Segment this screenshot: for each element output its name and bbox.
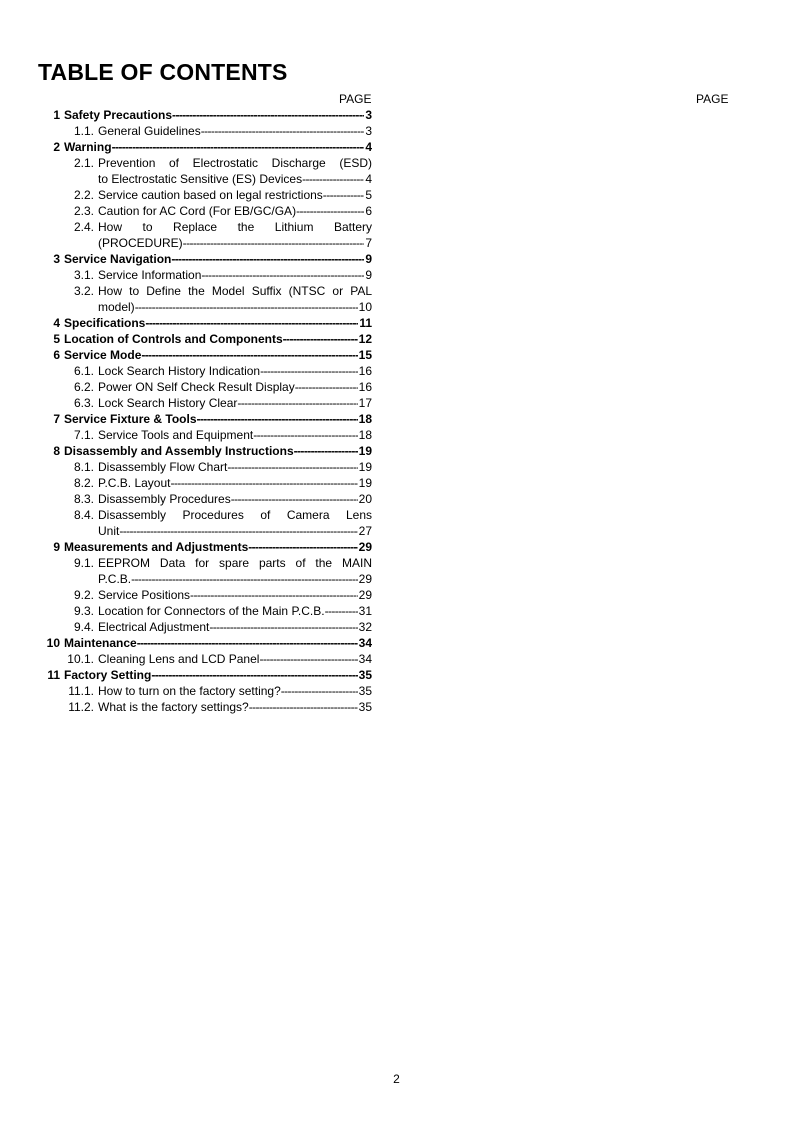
toc-entry-title: Disassembly and Assembly Instructions	[64, 444, 294, 458]
toc-leader	[137, 635, 358, 651]
toc-entry-page: 20	[358, 492, 372, 506]
toc-entry[interactable]	[40, 587, 372, 603]
toc-entry-number: 2.1.	[73, 156, 94, 170]
toc-entry-page: 35	[358, 684, 372, 698]
toc-leader	[281, 683, 358, 699]
toc-entry-page: 19	[358, 460, 372, 474]
toc-entry[interactable]	[40, 107, 372, 123]
toc-entry[interactable]	[40, 315, 372, 331]
toc-entry[interactable]	[40, 187, 372, 203]
toc-entry-title: Location for Connectors of the Main P.C.B.	[98, 604, 325, 618]
toc-entry-title: Lock Search History Clear	[98, 396, 238, 410]
toc-entry[interactable]	[40, 443, 372, 459]
toc-entry-number: 2.2.	[73, 188, 94, 202]
toc-entry-page: 12	[358, 332, 372, 346]
toc-entry[interactable]	[40, 459, 372, 475]
toc-entry-page: 19	[358, 444, 372, 458]
toc-leader	[135, 299, 358, 315]
toc-entry[interactable]	[40, 635, 372, 651]
toc-entry-title: Service Positions	[98, 588, 191, 602]
toc-entry-title: Service Tools and Equipment	[98, 428, 254, 442]
toc-entry-title: Service Information	[98, 268, 202, 282]
toc-entry-page: 10	[358, 300, 372, 314]
toc-entry-title: Location of Controls and Components	[64, 332, 283, 346]
toc-entry-page: 4	[365, 172, 372, 186]
toc-leader	[183, 235, 365, 251]
toc-entry-page: 35	[358, 668, 372, 682]
toc-entry-page: 3	[365, 124, 372, 138]
toc-entry-title: Maintenance	[64, 636, 137, 650]
toc-entry[interactable]	[40, 219, 372, 235]
toc-entry-title: Service Fixture & Tools	[64, 412, 197, 426]
toc-leader	[112, 139, 365, 155]
toc-entry-title: Power ON Self Check Result Display	[98, 380, 295, 394]
toc-entry-page: 29	[358, 540, 372, 554]
toc-entry-page: 18	[358, 412, 372, 426]
toc-entry-number: 3.1.	[73, 268, 94, 282]
toc-entry-number: 7	[53, 412, 60, 426]
toc-leader	[131, 571, 358, 587]
toc-entry-page: 11	[359, 316, 372, 330]
toc-leader	[231, 491, 358, 507]
toc-entry-title: Factory Setting	[64, 668, 152, 682]
toc-entry[interactable]	[40, 155, 372, 171]
toc-leader	[209, 619, 357, 635]
toc-entry-page: 16	[358, 364, 372, 378]
toc-entry-number: 11	[47, 668, 60, 682]
toc-entry-title: Service Mode	[64, 348, 142, 362]
footer-page-number: 2	[393, 1072, 400, 1086]
toc-entry-title: Measurements and Adjustments	[64, 540, 249, 554]
toc-leader	[259, 651, 357, 667]
toc-entry-page: 19	[358, 476, 372, 490]
toc-leader	[141, 347, 357, 363]
toc-entry-number: 8.4.	[73, 508, 94, 522]
toc-entry-title-cont: to Electrostatic Sensitive (ES) Devices	[98, 172, 303, 186]
toc-entry-number: 2.3.	[73, 204, 94, 218]
toc-entry-title-cont: Unit	[98, 524, 120, 538]
toc-leader	[323, 187, 365, 203]
toc-entry-continuation[interactable]	[40, 171, 372, 187]
toc-entry[interactable]	[40, 651, 372, 667]
toc-entry-continuation[interactable]	[40, 235, 372, 251]
toc-entry[interactable]	[40, 507, 372, 523]
toc-leader	[249, 699, 358, 715]
toc-entry-page: 29	[358, 588, 372, 602]
toc-entry-title: Disassembly Flow Chart	[98, 460, 228, 474]
toc-entry[interactable]	[40, 427, 372, 443]
toc-entry-number: 8.2.	[73, 476, 94, 490]
toc-entry-page: 15	[358, 348, 372, 362]
toc-entry-title: Electrical Adjustment	[98, 620, 210, 634]
toc-entry[interactable]	[40, 491, 372, 507]
toc-entry-page: 29	[358, 572, 372, 586]
toc-entry-number: 9.3.	[73, 604, 94, 618]
toc-entry-title: Lock Search History Indication	[98, 364, 261, 378]
toc-leader	[296, 203, 364, 219]
toc-leader	[197, 411, 358, 427]
toc-entry[interactable]	[40, 139, 372, 155]
toc-entry[interactable]	[40, 667, 372, 683]
toc-entry-page: 9	[365, 252, 372, 266]
toc-leader	[145, 315, 358, 331]
toc-entry-page: 5	[365, 188, 372, 202]
toc-entry-number: 10	[46, 636, 60, 650]
toc-entry-title: Prevention of Electrostatic Discharge (ESD)	[98, 156, 372, 170]
toc-entry-number: 9.4.	[73, 620, 94, 634]
toc-entry-number: 6	[53, 348, 60, 362]
toc-entry-number: 8	[53, 444, 60, 458]
toc-entry-number: 9.1.	[73, 556, 94, 570]
toc-entry-number: 4	[53, 316, 60, 330]
toc-leader	[325, 603, 358, 619]
toc-entry-page: 17	[358, 396, 372, 410]
toc-entry-number: 9	[53, 540, 60, 554]
toc-leader	[151, 667, 357, 683]
toc-entry-continuation[interactable]	[40, 299, 372, 315]
toc-entry-number: 8.3.	[73, 492, 94, 506]
toc-entry-title-cont: model)	[98, 300, 135, 314]
toc-entry-continuation[interactable]	[40, 523, 372, 539]
toc-entry[interactable]	[40, 555, 372, 571]
toc-leader	[201, 123, 365, 139]
toc-leader	[227, 459, 357, 475]
toc-entry-title: How to turn on the factory setting?	[98, 684, 281, 698]
toc-entry-title: How to Define the Model Suffix (NTSC or PAL	[98, 284, 372, 298]
toc-entry-page: 18	[358, 428, 372, 442]
toc-entry-number: 6.1.	[73, 364, 94, 378]
page-column-header-left: PAGE	[339, 92, 372, 106]
toc-entry-number: 6.3.	[73, 396, 94, 410]
toc-leader	[237, 395, 357, 411]
toc-entry[interactable]	[40, 267, 372, 283]
toc-entry-number: 2	[53, 140, 60, 154]
toc-entry-number: 11.1.	[68, 684, 94, 698]
toc-entry-title: Disassembly Procedures	[98, 492, 231, 506]
toc-leader	[171, 251, 364, 267]
toc-entry[interactable]	[40, 203, 372, 219]
toc-entry-title: EEPROM Data for spare parts of the MAIN	[98, 556, 372, 570]
toc-entry[interactable]	[40, 475, 372, 491]
toc-leader	[260, 363, 358, 379]
toc-leader	[172, 107, 364, 123]
toc-entry-page: 6	[365, 204, 372, 218]
toc-entry-number: 1	[53, 108, 60, 122]
toc-entry[interactable]	[40, 379, 372, 395]
toc-leader	[248, 539, 357, 555]
toc-entry-number: 7.1.	[73, 428, 94, 442]
toc-entry-number: 6.2.	[73, 380, 94, 394]
toc-entry[interactable]	[40, 539, 372, 555]
toc-entry[interactable]	[40, 683, 372, 699]
toc-entry-title: General Guidelines	[98, 124, 201, 138]
toc-entry-page: 7	[365, 236, 372, 250]
toc-entry-title: Disassembly Procedures of Camera Lens	[98, 508, 372, 522]
toc-entry-number: 10.1.	[67, 652, 94, 666]
toc-leader	[283, 331, 358, 347]
toc-entry-title: How to Replace the Lithium Battery	[98, 220, 372, 234]
toc-entry[interactable]	[40, 395, 372, 411]
toc-entry[interactable]	[40, 363, 372, 379]
toc-entry-page: 35	[358, 700, 372, 714]
toc-entry-title: Caution for AC Cord (For EB/GC/GA)	[98, 204, 297, 218]
toc-leader	[302, 171, 364, 187]
toc-entry-title-cont: P.C.B.	[98, 572, 132, 586]
toc-entry-number: 9.2.	[73, 588, 94, 602]
table-of-contents	[40, 107, 372, 715]
toc-entry-title: Specifications	[64, 316, 146, 330]
toc-entry-page: 4	[365, 140, 372, 154]
toc-entry-title: Warning	[64, 140, 112, 154]
toc-entry-title: What is the factory settings?	[98, 700, 249, 714]
toc-entry-title: Safety Precautions	[64, 108, 173, 122]
toc-entry-page: 16	[358, 380, 372, 394]
toc-entry-number: 11.2.	[68, 700, 94, 714]
toc-leader	[253, 427, 357, 443]
toc-entry[interactable]	[40, 619, 372, 635]
toc-entry-page: 3	[365, 108, 372, 122]
toc-leader	[295, 379, 358, 395]
toc-leader	[201, 267, 364, 283]
toc-entry[interactable]	[40, 251, 372, 267]
toc-entry-page: 9	[365, 268, 372, 282]
toc-entry-title: Cleaning Lens and LCD Panel	[98, 652, 260, 666]
toc-entry-page: 34	[358, 652, 372, 666]
toc-entry-number: 5	[53, 332, 60, 346]
toc-entry-number: 3.2.	[73, 284, 94, 298]
page-title: TABLE OF CONTENTS	[38, 59, 288, 85]
toc-leader	[119, 523, 357, 539]
toc-entry-title: P.C.B. Layout	[98, 476, 171, 490]
toc-entry-number: 1.1.	[73, 124, 94, 138]
toc-entry[interactable]	[40, 331, 372, 347]
toc-entry-page: 34	[358, 636, 372, 650]
toc-entry[interactable]	[40, 699, 372, 715]
toc-leader	[171, 475, 358, 491]
toc-entry-number: 8.1.	[73, 460, 94, 474]
toc-leader	[294, 443, 358, 459]
toc-entry[interactable]	[40, 347, 372, 363]
toc-entry-continuation[interactable]	[40, 571, 372, 587]
toc-entry[interactable]	[40, 603, 372, 619]
toc-entry[interactable]	[40, 123, 372, 139]
toc-leader	[190, 587, 358, 603]
toc-entry-number: 3	[53, 252, 60, 266]
toc-entry-title-cont: (PROCEDURE)	[98, 236, 183, 250]
toc-entry[interactable]	[40, 283, 372, 299]
toc-entry-page: 32	[358, 620, 372, 634]
toc-entry[interactable]	[40, 411, 372, 427]
toc-entry-title: Service caution based on legal restrictions	[98, 188, 323, 202]
toc-entry-title: Service Navigation	[64, 252, 172, 266]
toc-entry-page: 31	[358, 604, 372, 618]
toc-entry-page: 27	[358, 524, 372, 538]
page-column-header-right: PAGE	[696, 92, 729, 106]
toc-entry-number: 2.4.	[73, 220, 94, 234]
